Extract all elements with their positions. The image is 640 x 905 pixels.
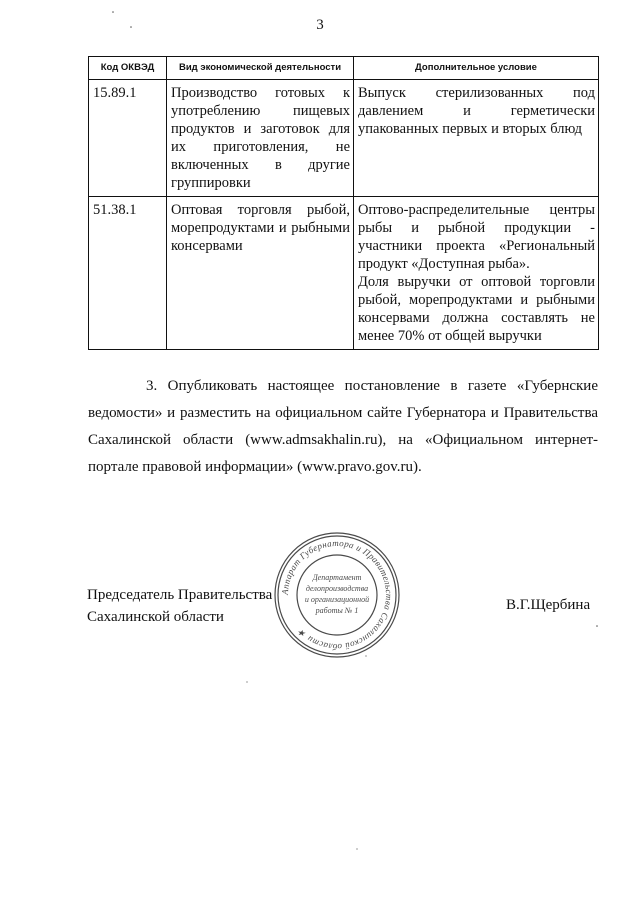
stamp-center-line: и организационной (304, 595, 370, 604)
condition-text: Оптово-распределительные центры рыбы и рыбной продукции - участники проекта «Региональный продукт «Доступная рыба». (358, 202, 595, 272)
column-header-condition: Дополнительное условие (354, 57, 599, 80)
table-row (89, 80, 599, 197)
stamp-ring-text: Аппарат Губернатора и Правительства Сахалинской области ★ (279, 537, 395, 653)
stamp-center-line: работы № 1 (315, 606, 359, 615)
okved-code-cell: 15.89.1 (89, 80, 167, 197)
signatory-position-line: Председатель Правительства (87, 587, 273, 603)
condition-text: Выпуск стерилизованных под давлением и герметически упакованных первых и вторых блюд (358, 85, 595, 137)
official-seal-stamp (272, 530, 402, 660)
condition-cell (354, 80, 599, 197)
okved-table (88, 56, 599, 350)
column-header-activity: Вид экономической деятельности (167, 57, 354, 80)
stamp-center-line: делопроизводства (305, 584, 369, 593)
activity-cell: Производство готовых к употреблению пищевых продуктов и заготовок для их приготовления, не включенных в другие группировки (167, 80, 354, 197)
signatory-name: В.Г.Щербина (506, 597, 591, 613)
condition-cell (354, 197, 599, 350)
signatory-position-line: Сахалинской области (87, 609, 224, 625)
column-header-code: Код ОКВЭД (89, 57, 167, 80)
condition-text: Доля выручки от оптовой торговли рыбой, морепродуктами и рыбными консервами должна составлять не менее 70% от общей выручки (358, 274, 595, 344)
stamp-center-line: Департамент (312, 573, 362, 582)
table-row (89, 197, 599, 350)
activity-cell: Оптовая торговля рыбой, морепродуктами и рыбными консервами (167, 197, 354, 350)
page-number: 3 (316, 17, 324, 33)
table-header-row (89, 57, 599, 80)
publication-paragraph: 3. Опубликовать настоящее постановление в газете «Губернские ведомости» и разместить на официальном сайте Губернатора и Правительства Сахалинской области (www.admsakhalin.ru), на «Официальном интернет-портале правовой информации» (www.pravo.gov.ru). (88, 378, 598, 475)
signatory-position (87, 584, 272, 628)
okved-code-cell: 51.38.1 (89, 197, 167, 350)
